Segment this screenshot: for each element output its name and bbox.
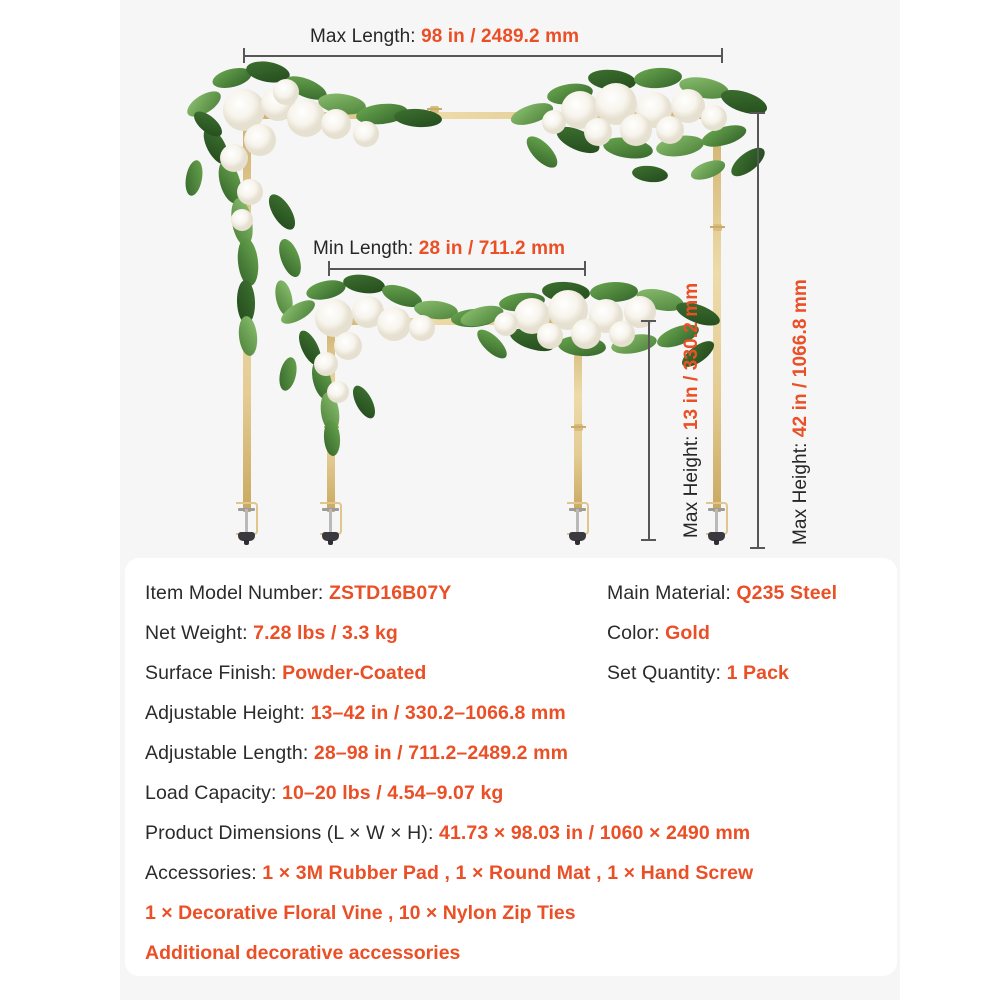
spec-label: Net Weight:: [145, 622, 248, 644]
spec-net-weight: [145, 622, 398, 645]
specifications-card: [125, 558, 897, 976]
spec-row: [145, 658, 885, 698]
max-length-line: [243, 55, 723, 57]
spec-surface-finish: [145, 662, 426, 685]
spec-value: Powder-Coated: [282, 662, 427, 684]
max-height-inner-tick-bottom: [641, 539, 656, 541]
spec-label: Main Material:: [607, 582, 731, 604]
spec-accessories: [145, 862, 753, 885]
spec-row: [145, 698, 885, 738]
spec-label: Surface Finish:: [145, 662, 277, 684]
max-arch-right-floral: [508, 66, 770, 183]
max-height-outer-tick-top: [750, 112, 765, 114]
spec-label: Adjustable Height:: [145, 702, 306, 724]
spec-value: 10–20 lbs / 4.54–9.07 kg: [282, 782, 504, 804]
min-length-tick-right: [584, 261, 586, 276]
max-height-inner-label: Max Height: 13 in / 330.2 mm: [681, 282, 702, 538]
max-height-outer-tick-bottom: [750, 547, 765, 549]
spec-row: [145, 898, 885, 938]
spec-value: 1 × 3M Rubber Pad , 1 × Round Mat , 1 × Hand Screw: [262, 862, 754, 884]
spec-row: [145, 858, 885, 898]
spec-label: Item Model Number:: [145, 582, 324, 604]
spec-label: Load Capacity:: [145, 782, 277, 804]
spec-product-dimensions: [145, 822, 750, 845]
spec-color: [607, 622, 710, 645]
spec-value: ZSTD16B07Y: [328, 582, 452, 604]
spec-label: Set Quantity:: [607, 662, 722, 684]
spec-row: [145, 578, 885, 618]
spec-accessories-continued: 1 × Decorative Floral Vine , 10 × Nylon Zip Ties: [145, 902, 576, 924]
spec-value: 41.73 × 98.03 in / 1060 × 2490 mm: [439, 822, 751, 844]
spec-item-model-number: [145, 582, 451, 605]
max-height-outer-line: [757, 112, 759, 548]
spec-label: Product Dimensions (L × W × H):: [145, 822, 434, 844]
spec-load-capacity: [145, 782, 503, 805]
spec-value: 7.28 lbs / 3.3 kg: [253, 622, 398, 644]
spec-row: [145, 938, 885, 978]
spec-adjustable-length: [145, 742, 568, 765]
spec-value: 28–98 in / 711.2–2489.2 mm: [313, 742, 569, 764]
spec-set-quantity: [607, 662, 789, 685]
spec-value: Q235 Steel: [736, 582, 838, 604]
spec-additional-accessories: Additional decorative accessories: [145, 942, 461, 964]
specifications-list: [145, 578, 885, 978]
spec-label: Adjustable Length:: [145, 742, 309, 764]
spec-value: 1 Pack: [726, 662, 789, 684]
spec-label: Accessories:: [145, 862, 257, 884]
min-length-label: Min Length: 28 in / 711.2 mm: [313, 238, 566, 259]
max-height-inner-tick-top: [641, 320, 656, 322]
max-length-tick-right: [721, 48, 723, 63]
min-length-tick-left: [328, 261, 330, 276]
max-height-inner-line: [648, 320, 650, 540]
spec-value: Gold: [665, 622, 710, 644]
spec-main-material: [607, 582, 837, 605]
min-length-line: [328, 268, 586, 270]
spec-adjustable-height: [145, 702, 566, 725]
spec-value: 13–42 in / 330.2–1066.8 mm: [310, 702, 566, 724]
max-length-label: Max Length: 98 in / 2489.2 mm: [310, 26, 580, 47]
spec-row: [145, 738, 885, 778]
max-height-outer-label: Max Height: 42 in / 1066.8 mm: [790, 279, 811, 545]
spec-row: [145, 618, 885, 658]
spec-label: Color:: [607, 622, 660, 644]
max-length-tick-left: [243, 48, 245, 63]
spec-row: [145, 778, 885, 818]
spec-row: [145, 818, 885, 858]
min-arch-left-floral: [277, 272, 498, 456]
